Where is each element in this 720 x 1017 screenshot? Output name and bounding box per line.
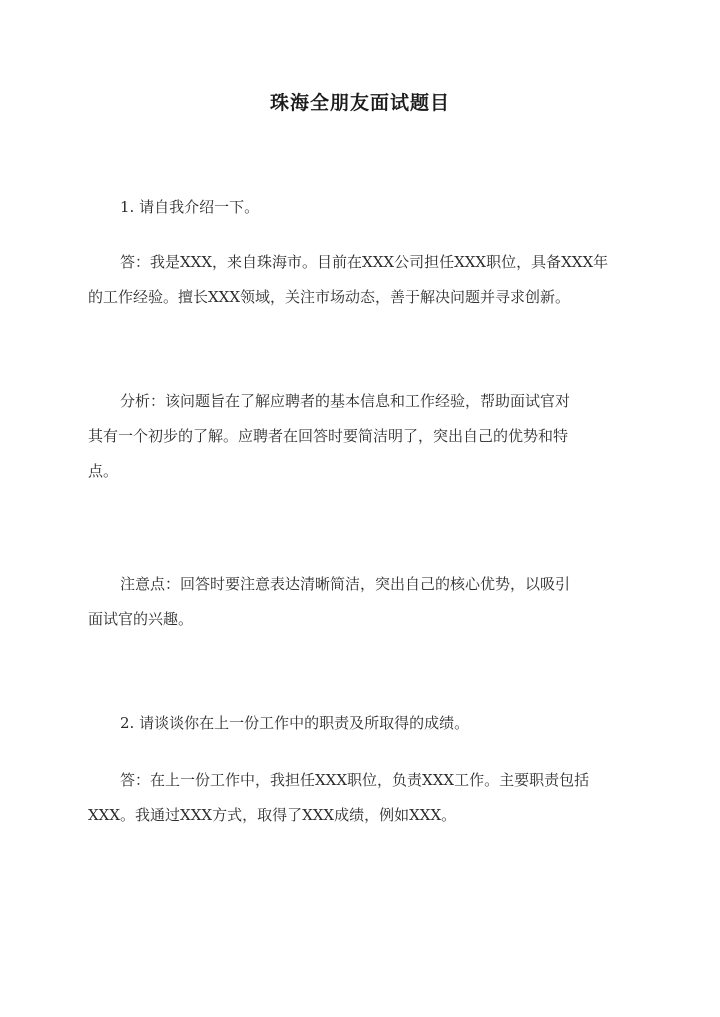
answer-1	[88, 245, 640, 315]
analysis-1-line-1: 分析：该问题旨在了解应聘者的基本信息和工作经验，帮助面试官对	[120, 392, 571, 410]
note-1-line-1: 注意点：回答时要注意表达清晰简洁，突出自己的核心优势，以吸引	[120, 575, 571, 593]
analysis-1-line-3: 点。	[88, 462, 119, 480]
document-title: 珠海全朋友面试题目	[269, 92, 450, 114]
question-1	[88, 190, 640, 225]
answer-2-line-1: 答：在上一份工作中，我担任XXX职位，负责XXX工作。主要职责包括	[120, 771, 590, 789]
answer-2	[88, 763, 640, 833]
question-1-line-1: 1. 请自我介绍一下。	[120, 198, 260, 216]
analysis-1	[88, 384, 640, 489]
question-2	[88, 706, 640, 741]
answer-1-line-1: 答：我是XXX，来自珠海市。目前在XXX公司担任XXX职位，具备XXX年	[120, 253, 609, 271]
question-2-line-1: 2. 请谈谈你在上一份工作中的职责及所取得的成绩。	[120, 714, 470, 732]
note-1	[88, 567, 640, 637]
answer-2-line-2: XXX。我通过XXX方式，取得了XXX成绩，例如XXX。	[88, 806, 457, 824]
answer-1-line-2: 的工作经验。擅长XXX领域，关注市场动态，善于解决问题并寻求创新。	[88, 288, 571, 306]
note-1-line-2: 面试官的兴趣。	[88, 610, 194, 628]
analysis-1-line-2: 其有一个初步的了解。应聘者在回答时要简洁明了，突出自己的优势和特	[88, 427, 569, 445]
